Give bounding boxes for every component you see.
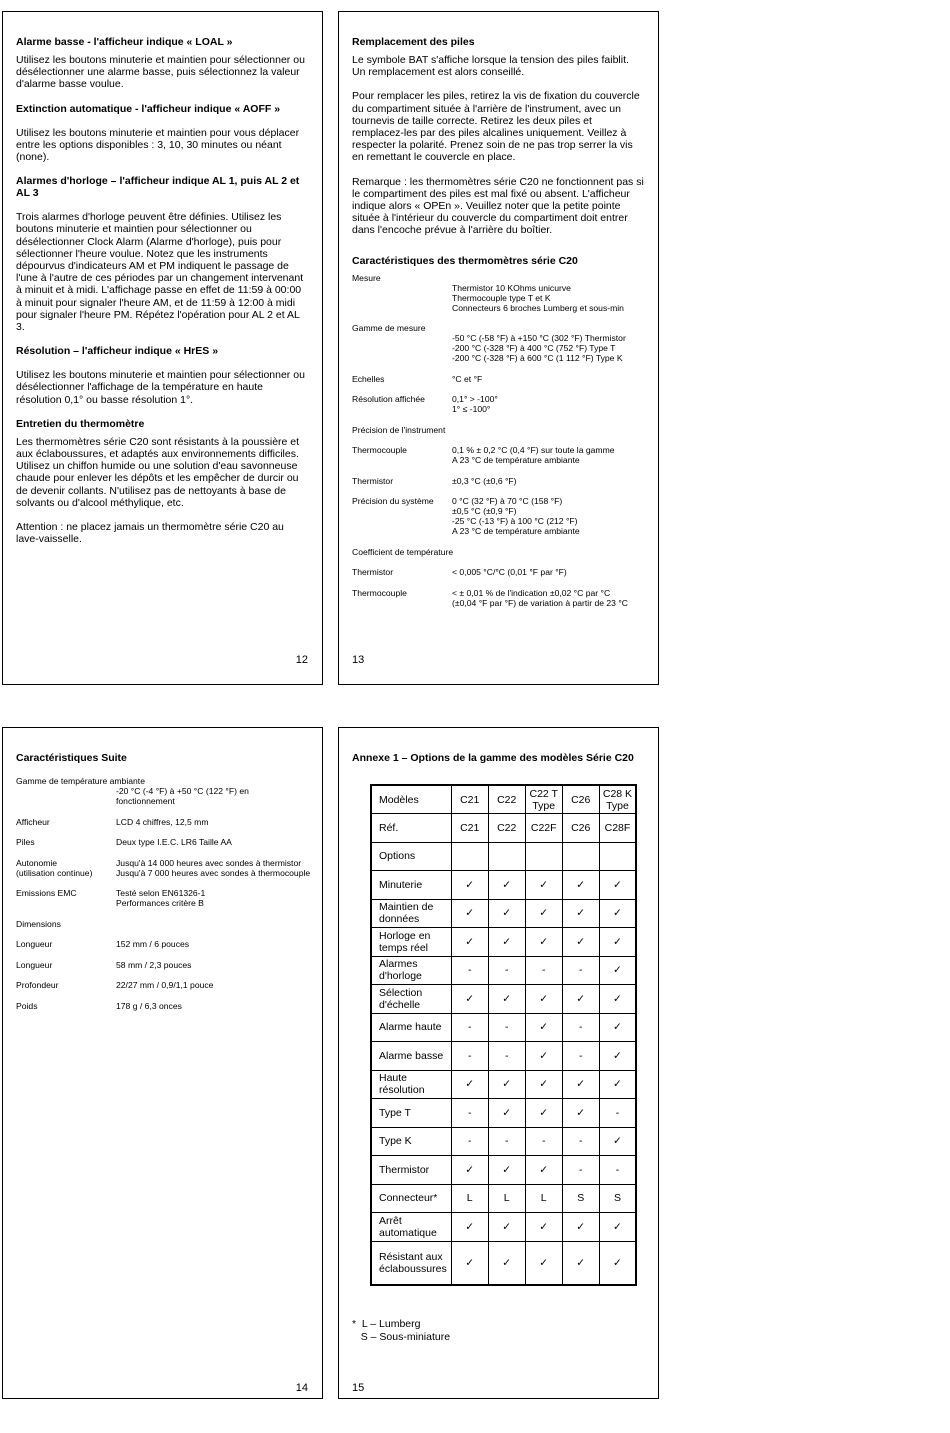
spec-value: -200 °C (-328 °F) à 600 °C (1 112 °F) Type K — [452, 353, 623, 364]
spec-value: ±0,5 °C (±0,9 °F) — [452, 506, 517, 517]
spec-label: Dimensions — [16, 918, 61, 929]
spec-value: 22/27 mm / 0,9/1,1 pouce — [116, 980, 214, 990]
value-cell: ✓ — [525, 1156, 562, 1185]
section-text: Utilisez les boutons minuterie et maintien pour vous déplacer entre les options disponibles : 3, 10, 30 minutes ou néant (none). — [16, 126, 300, 164]
value-cell: C21 — [451, 785, 488, 814]
value-cell: ✓ — [562, 1241, 599, 1285]
note-subminiature: S – Sous-miniature — [352, 1330, 451, 1343]
value-cell: ✓ — [525, 1070, 562, 1099]
value-cell: ✓ — [488, 899, 525, 928]
value-cell: ✓ — [451, 985, 488, 1014]
value-cell: - — [525, 1127, 562, 1156]
spec-value: 178 g / 6,3 onces — [116, 1000, 182, 1011]
spec-value: 58 mm / 2,3 pouces — [116, 959, 192, 970]
page-number: 12 — [295, 654, 308, 666]
value-cell: L — [488, 1184, 525, 1213]
value-cell: ✓ — [451, 1070, 488, 1099]
value-cell: ✓ — [599, 1241, 636, 1285]
page-number: 14 — [295, 1382, 308, 1394]
value-cell: ✓ — [562, 928, 599, 957]
page-13-content — [352, 36, 645, 618]
row-label-cell: Type T — [371, 1099, 451, 1128]
table-row — [371, 956, 636, 985]
value-cell: C22F — [525, 814, 562, 843]
value-cell: - — [599, 1156, 636, 1185]
value-cell: - — [451, 1013, 488, 1042]
row-label-cell: Résistant aux éclaboussures — [371, 1241, 451, 1285]
row-label-cell: Alarme basse — [371, 1042, 451, 1071]
spec-value: A 23 °C de température ambiante — [452, 455, 580, 466]
value-cell: - — [451, 1099, 488, 1128]
value-cell: C26 — [562, 814, 599, 843]
value-cell: ✓ — [562, 985, 599, 1014]
value-cell: ✓ — [599, 1070, 636, 1099]
note-lumberg: * L – Lumberg — [352, 1318, 421, 1330]
table-row — [371, 928, 636, 957]
spec-value: Testé selon EN61326-1 — [116, 888, 206, 898]
spec-value: 1° ≤ -100° — [452, 404, 491, 415]
spec-value: °C et °F — [452, 373, 483, 384]
value-cell: ✓ — [488, 1156, 525, 1185]
table-notes — [352, 1318, 450, 1343]
spec-label: Mesure — [352, 272, 381, 283]
value-cell: C28 K Type — [599, 785, 636, 814]
value-cell — [599, 842, 636, 871]
spec-value: Thermocouple type T et K — [452, 292, 551, 303]
value-cell: ✓ — [451, 899, 488, 928]
value-cell: - — [525, 956, 562, 985]
table-row — [371, 1184, 636, 1213]
table-row — [371, 785, 636, 814]
value-cell: L — [451, 1184, 488, 1213]
spec-value: Thermistor 10 KOhms unicurve — [452, 282, 571, 293]
spec-label: Emissions EMC — [16, 888, 77, 898]
page-number: 15 — [352, 1382, 365, 1394]
value-cell: - — [562, 956, 599, 985]
value-cell: ✓ — [599, 956, 636, 985]
value-cell: - — [488, 1127, 525, 1156]
value-cell: C22 T Type — [525, 785, 562, 814]
row-label-cell: Minuterie — [371, 871, 451, 900]
row-label-cell: Options — [371, 842, 451, 871]
spec-label: Gamme de température ambiante — [16, 776, 145, 786]
value-cell: ✓ — [525, 1241, 562, 1285]
spec-label: Thermistor — [352, 567, 394, 578]
value-cell: ✓ — [599, 1042, 636, 1071]
section-heading: Entretien du thermomètre — [16, 417, 145, 430]
spec-value: 0,1 % ± 0,2 °C (0,4 °F) sur toute la gamme — [452, 445, 615, 456]
value-cell: ✓ — [488, 928, 525, 957]
value-cell: - — [562, 1042, 599, 1071]
spec-label: Précision de l'instrument — [352, 424, 446, 435]
spec-label: Thermocouple — [352, 587, 407, 598]
value-cell: ✓ — [599, 985, 636, 1014]
table-row — [371, 1127, 636, 1156]
options-table — [370, 784, 637, 1286]
spec-label: Autonomie — [16, 857, 58, 868]
page-14 — [2, 727, 323, 1399]
specs-list — [16, 776, 309, 1021]
spec-label: Longueur — [16, 939, 53, 949]
row-label-cell: Arrêt automatique — [371, 1213, 451, 1242]
spec-value: LCD 4 chiffres, 12,5 mm — [116, 816, 209, 827]
value-cell: - — [562, 1156, 599, 1185]
spec-label: Poids — [16, 1000, 38, 1011]
value-cell: ✓ — [451, 871, 488, 900]
value-cell: - — [488, 956, 525, 985]
table-row — [371, 985, 636, 1014]
section-heading: Alarme basse - l'afficheur indique « LOAL » — [16, 36, 233, 48]
row-label-cell: Thermistor — [371, 1156, 451, 1185]
spec-value: fonctionnement — [116, 796, 175, 806]
value-cell: ✓ — [599, 1213, 636, 1242]
value-cell: ✓ — [525, 899, 562, 928]
value-cell — [451, 842, 488, 871]
value-cell: - — [451, 956, 488, 985]
value-cell: C22 — [488, 785, 525, 814]
row-label-cell: Horloge en temps réel — [371, 928, 451, 957]
row-label-cell: Alarmes d'horloge — [371, 956, 451, 985]
spec-value: -20 °C (-4 °F) à +50 °C (122 °F) en — [116, 786, 249, 796]
value-cell: C21 — [451, 814, 488, 843]
table-row — [371, 1156, 636, 1185]
spec-value: Deux type I.E.C. LR6 Taille AA — [116, 837, 232, 847]
value-cell: C22 — [488, 814, 525, 843]
spec-label: Gamme de mesure — [352, 323, 426, 334]
row-label-cell: Maintien de données — [371, 899, 451, 928]
value-cell: - — [562, 1127, 599, 1156]
table-row — [371, 1013, 636, 1042]
specs-continued-heading: Caractéristiques Suite — [16, 752, 127, 764]
spec-label: Précision du système — [352, 496, 434, 507]
value-cell: S — [562, 1184, 599, 1213]
value-cell: ✓ — [488, 1241, 525, 1285]
value-cell: ✓ — [562, 1070, 599, 1099]
table-row — [371, 899, 636, 928]
value-cell: - — [562, 1013, 599, 1042]
table-row — [371, 842, 636, 871]
page-12-content — [16, 36, 309, 557]
spec-value: -25 °C (-13 °F) à 100 °C (212 °F) — [452, 516, 578, 527]
row-label-cell: Connecteur* — [371, 1184, 451, 1213]
battery-para-2: Pour remplacer les piles, retirez la vis de fixation du couvercle du compartiment située à l'arrière de l'instrument, avec un tournevis de taille correcte. Retirez les deux piles et remplacez-les par des piles alcalines uniquement. Veillez à respecter la polarité. Prenez soin de ne pas trop serrer la vis en remettant le couvercle en place. — [352, 90, 640, 164]
value-cell: ✓ — [562, 1213, 599, 1242]
row-label-cell: Haute résolution — [371, 1070, 451, 1099]
spec-value: Jusqu'à 14 000 heures avec sondes à thermistor — [116, 857, 302, 868]
spec-label: Longueur — [16, 959, 53, 970]
spec-value: (±0,04 °F par °F) de variation à partir de 23 °C — [452, 597, 628, 608]
row-label-cell: Alarme haute — [371, 1013, 451, 1042]
battery-note: Remarque : les thermomètres série C20 ne fonctionnent pas si le compartiment des piles est mal fixé ou absent. L'afficheur indique alors « OPEn ». Veuillez noter que la petite pointe située à l'intérieur du couvercle du compartiment doit entrer dans l'encoche prévue à l'arrière du boîtier. — [352, 175, 644, 237]
value-cell: ✓ — [599, 871, 636, 900]
spec-value: 0 °C (32 °F) à 70 °C (158 °F) — [452, 496, 563, 507]
value-cell: ✓ — [525, 1013, 562, 1042]
value-cell: L — [525, 1184, 562, 1213]
value-cell: ✓ — [525, 1213, 562, 1242]
spec-value: Performances critère B — [116, 898, 204, 908]
row-label-cell: Modèles — [371, 785, 451, 814]
value-cell: - — [488, 1013, 525, 1042]
table-row — [371, 814, 636, 843]
spec-label: Résolution affichée — [352, 394, 425, 405]
value-cell: ✓ — [599, 1127, 636, 1156]
spec-label: Piles — [16, 837, 35, 847]
page-12 — [2, 11, 323, 685]
page-15-content — [352, 752, 645, 770]
table-row — [371, 871, 636, 900]
value-cell: C28F — [599, 814, 636, 843]
attention-note: Attention : ne placez jamais un thermomètre série C20 au lave-vaisselle. — [16, 521, 284, 546]
row-label-cell: Réf. — [371, 814, 451, 843]
row-label-cell: Sélection d'échelle — [371, 985, 451, 1014]
table-row — [371, 1099, 636, 1128]
spec-value: -200 °C (-328 °F) à 400 °C (752 °F) Type T — [452, 343, 616, 354]
value-cell: ✓ — [525, 1099, 562, 1128]
value-cell — [488, 842, 525, 871]
spec-value: -50 °C (-58 °F) à +150 °C (302 °F) Thermistor — [452, 333, 626, 344]
battery-para-1: Le symbole BAT s'affiche lorsque la tension des piles faiblit. Un remplacement est alors conseillé. — [352, 54, 629, 79]
value-cell: C26 — [562, 785, 599, 814]
spec-value: A 23 °C de température ambiante — [452, 526, 580, 537]
table-row — [371, 1042, 636, 1071]
spec-value: Jusqu'à 7 000 heures avec sondes à thermocouple — [116, 867, 311, 878]
row-label-cell: Type K — [371, 1127, 451, 1156]
value-cell: ✓ — [599, 899, 636, 928]
spec-label: Thermocouple — [352, 445, 407, 456]
value-cell: ✓ — [562, 899, 599, 928]
page-number: 13 — [352, 654, 365, 666]
table-row — [371, 1241, 636, 1285]
value-cell: ✓ — [599, 1013, 636, 1042]
value-cell: ✓ — [451, 928, 488, 957]
section-heading: Extinction automatique - l'afficheur indique « AOFF » — [16, 102, 281, 115]
value-cell: - — [451, 1042, 488, 1071]
value-cell: ✓ — [488, 871, 525, 900]
section-heading: Résolution – l'afficheur indique « HrES » — [16, 345, 219, 358]
spec-value: < ± 0,01 % de l'indication ±0,02 °C par °C — [452, 587, 611, 598]
annex-heading: Annexe 1 – Options de la gamme des modèles Série C20 — [352, 752, 634, 764]
value-cell: ✓ — [562, 871, 599, 900]
value-cell: ✓ — [525, 928, 562, 957]
page-13 — [338, 11, 659, 685]
value-cell: ✓ — [525, 1042, 562, 1071]
value-cell: ✓ — [562, 1099, 599, 1128]
section-text: Trois alarmes d'horloge peuvent être définies. Utilisez les boutons minuterie et maintien pour sélectionner ou désélectionner Clock Alarm (Alarme d'horloge), puis pour sélectionner l'heure voulue. Notez que les instruments dépourvus d'indicateurs AM et PM indiquent le passage de l'une à l'autre de ces périodes par un changement intervenant à minuit et à midi. L'affichage passe en effet de 11:59 à 00:00 à minuit pour signaler l'heure AM, et de 11:59 à 12:00 à midi pour signaler l'heure PM. Répétez l'opération pour AL 2 et AL 3. — [16, 211, 304, 334]
spec-value: < 0,005 °C/°C (0,01 °F par °F) — [452, 567, 567, 578]
section-heading: Alarmes d'horloge – l'afficheur indique AL 1, puis AL 2 et AL 3 — [16, 175, 300, 200]
section-text: Utilisez les boutons minuterie et maintien pour sélectionner ou désélectionner une alarme basse, puis sélectionnez la valeur d'alarme basse voulue. — [16, 54, 305, 91]
spec-value: 0,1° > -100° — [452, 394, 498, 405]
spec-value: 152 mm / 6 pouces — [116, 939, 190, 949]
value-cell: ✓ — [488, 1099, 525, 1128]
value-cell: S — [599, 1184, 636, 1213]
spec-label: Thermistor — [352, 475, 394, 486]
spec-label: (utilisation continue) — [16, 867, 93, 878]
value-cell: ✓ — [451, 1156, 488, 1185]
section-text: Les thermomètres série C20 sont résistants à la poussière et aux éclaboussures, et adaptés aux environnements difficiles. Utilisez un chiffon humide ou une solution d'eau savonneuse chaude pour enlever les dépôts et les empêcher de durcir ou de devenir collants. N'utilisez pas de nettoyants à base de solvants ou d'alcool méthylique, etc. — [16, 435, 300, 509]
spec-value: Connecteurs 6 broches Lumberg et sous-min — [452, 302, 624, 313]
specs-list — [352, 273, 645, 619]
value-cell: ✓ — [488, 985, 525, 1014]
spec-label: Coefficient de température — [352, 546, 454, 557]
value-cell: - — [599, 1099, 636, 1128]
specs-heading: Caractéristiques des thermomètres série C20 — [352, 254, 578, 267]
value-cell — [525, 842, 562, 871]
battery-heading: Remplacement des piles — [352, 36, 475, 48]
value-cell: - — [488, 1042, 525, 1071]
value-cell: ✓ — [525, 985, 562, 1014]
value-cell: - — [451, 1127, 488, 1156]
value-cell — [562, 842, 599, 871]
value-cell: ✓ — [488, 1070, 525, 1099]
spec-label: Afficheur — [16, 816, 50, 827]
page-14-content — [16, 752, 309, 1021]
table-row — [371, 1213, 636, 1242]
spec-label: Echelles — [352, 373, 385, 384]
spec-label: Profondeur — [16, 980, 59, 990]
table-row — [371, 1070, 636, 1099]
value-cell: ✓ — [599, 928, 636, 957]
page-15 — [338, 727, 659, 1399]
section-text: Utilisez les boutons minuterie et maintien pour sélectionner ou désélectionner l'affichage de la température en haute résolution 0,1° ou basse résolution 1°. — [16, 369, 305, 406]
value-cell: ✓ — [488, 1213, 525, 1242]
value-cell: ✓ — [451, 1241, 488, 1285]
value-cell: ✓ — [451, 1213, 488, 1242]
value-cell: ✓ — [525, 871, 562, 900]
spec-value: ±0,3 °C (±0,6 °F) — [452, 475, 517, 486]
